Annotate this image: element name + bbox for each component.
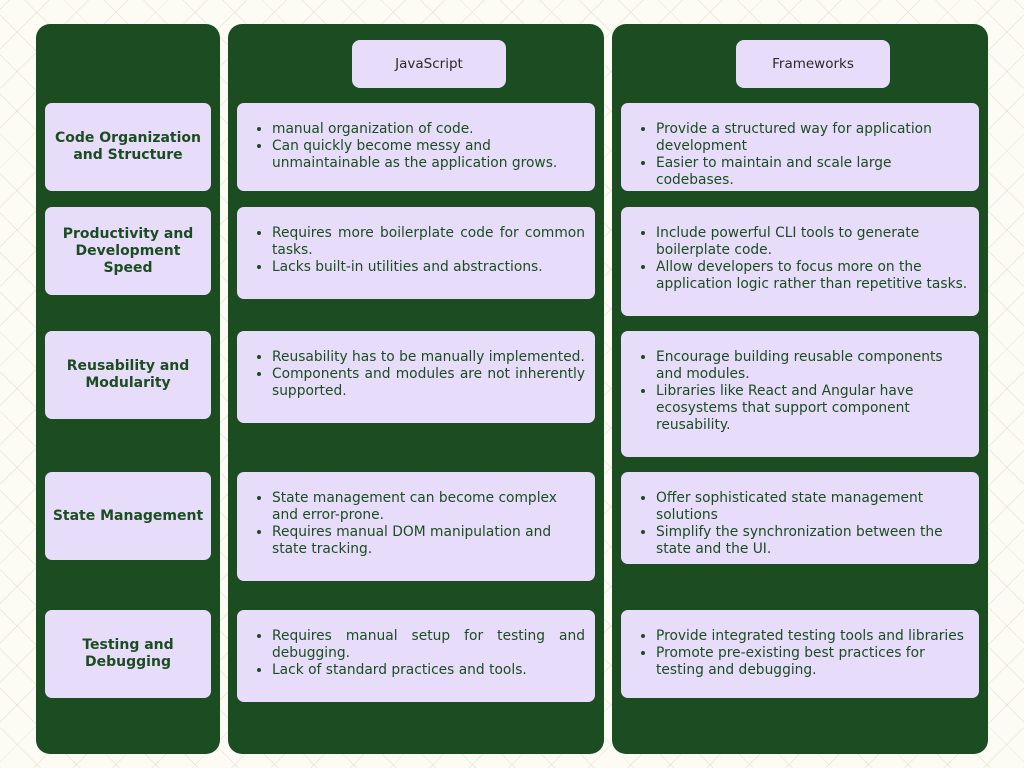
frameworks-cell-reusability bbox=[621, 331, 979, 457]
frameworks-cell-state-management bbox=[621, 472, 979, 564]
javascript-cell-code-organization bbox=[237, 103, 595, 191]
frameworks-cell-code-organization bbox=[621, 103, 979, 191]
javascript-header: JavaScript bbox=[352, 40, 506, 88]
list-item: • Requires more boilerplate code for common tasks. bbox=[272, 225, 585, 259]
list-item: • Promote pre-existing best practices for testing and debugging. bbox=[656, 645, 969, 679]
javascript-cell-reusability bbox=[237, 331, 595, 423]
list-item: • State management can become complex and error-prone. bbox=[272, 490, 585, 524]
list-item: • Reusability has to be manually implemented. bbox=[272, 349, 585, 366]
list-item: • Encourage building reusable components and modules. bbox=[656, 349, 969, 383]
list-item: • Offer sophisticated state management solutions bbox=[656, 490, 969, 524]
list-item: • Provide a structured way for application development bbox=[656, 121, 969, 155]
list-item: • Allow developers to focus more on the application logic rather than repetitive tasks. bbox=[656, 259, 969, 293]
list-item: • Lack of standard practices and tools. bbox=[272, 662, 585, 679]
list-item: • Lacks built-in utilities and abstractions. bbox=[272, 259, 585, 276]
list-item: • Simplify the synchronization between the state and the UI. bbox=[656, 524, 969, 558]
list-item: • Requires manual DOM manipulation and state tracking. bbox=[272, 524, 585, 558]
list-item: • manual organization of code. bbox=[272, 121, 585, 138]
javascript-cell-productivity bbox=[237, 207, 595, 299]
row-label-productivity: Productivity and Development Speed bbox=[45, 207, 211, 295]
list-item: • Can quickly become messy and unmaintainable as the application grows. bbox=[272, 138, 585, 172]
row-label-testing: Testing and Debugging bbox=[45, 610, 211, 698]
list-item: • Components and modules are not inherently supported. bbox=[272, 366, 585, 400]
frameworks-header: Frameworks bbox=[736, 40, 890, 88]
row-label-state-management: State Management bbox=[45, 472, 211, 560]
list-item: • Easier to maintain and scale large codebases. bbox=[656, 155, 969, 189]
frameworks-cell-testing bbox=[621, 610, 979, 698]
row-label-code-organization: Code Organization and Structure bbox=[45, 103, 211, 191]
list-item: • Include powerful CLI tools to generate boilerplate code. bbox=[656, 225, 969, 259]
list-item: • Libraries like React and Angular have ecosystems that support component reusability. bbox=[656, 383, 969, 434]
list-item: • Provide integrated testing tools and libraries bbox=[656, 628, 969, 645]
row-label-reusability: Reusability and Modularity bbox=[45, 331, 211, 419]
list-item: • Requires manual setup for testing and debugging. bbox=[272, 628, 585, 662]
javascript-cell-testing bbox=[237, 610, 595, 702]
javascript-cell-state-management bbox=[237, 472, 595, 581]
frameworks-cell-productivity bbox=[621, 207, 979, 316]
